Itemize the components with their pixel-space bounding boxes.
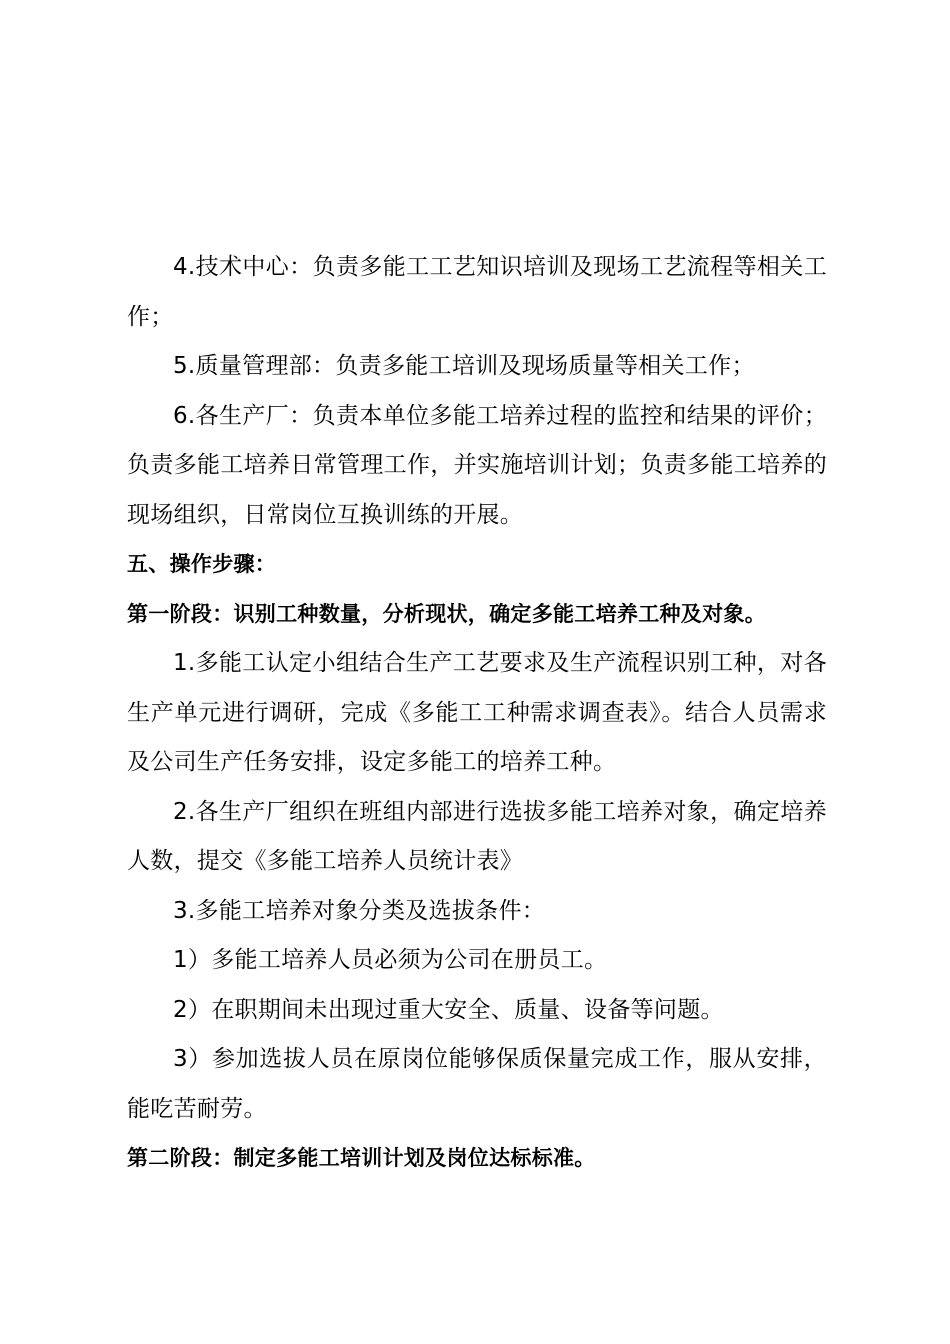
paragraph-step-2: 2.各生产厂组织在班组内部进行选拔多能工培养对象，确定培养人数，提交《多能工培养人员统计表》 xyxy=(127,798,827,874)
list-item-2: 2）在职期间未出现过重大安全、质量、设备等问题。 xyxy=(173,996,724,1023)
list-item-3: 3）参加选拔人员在原岗位能够保质保量完成工作，服从安排，能吃苦耐劳。 xyxy=(127,1046,827,1122)
paragraph-quality-dept: 5.质量管理部：负责多能工培训及现场质量等相关工作； xyxy=(173,353,755,379)
paragraph-step-1: 1.多能工认定小组结合生产工艺要求及生产流程识别工种，对各生产单元进行调研，完成《多能工工种需求调查表》。结合人员需求及公司生产任务安排，设定多能工的培养工种。 xyxy=(127,650,827,775)
stage-two-heading: 第二阶段：制定多能工培训计划及岗位达标标准。 xyxy=(127,1146,596,1170)
paragraph-production-plants: 6.各生产厂：负责本单位多能工培养过程的监控和结果的评价；负责多能工培养日常管理工作，并实施培训计划；负责多能工培养的现场组织，日常岗位互换训练的开展。 xyxy=(127,402,827,528)
stage-one-heading: 第一阶段：识别工种数量，分析现状，确定多能工培养工种及对象。 xyxy=(127,601,766,626)
list-item-1: 1）多能工培养人员必须为公司在册员工。 xyxy=(173,947,608,973)
section-heading-steps: 五、操作步骤： xyxy=(127,552,277,576)
paragraph-tech-center: 4.技术中心：负责多能工工艺知识培训及现场工艺流程等相关工作； xyxy=(127,254,827,330)
document-body xyxy=(127,243,827,1184)
paragraph-step-3: 3.多能工培养对象分类及选拔条件： xyxy=(173,897,546,924)
